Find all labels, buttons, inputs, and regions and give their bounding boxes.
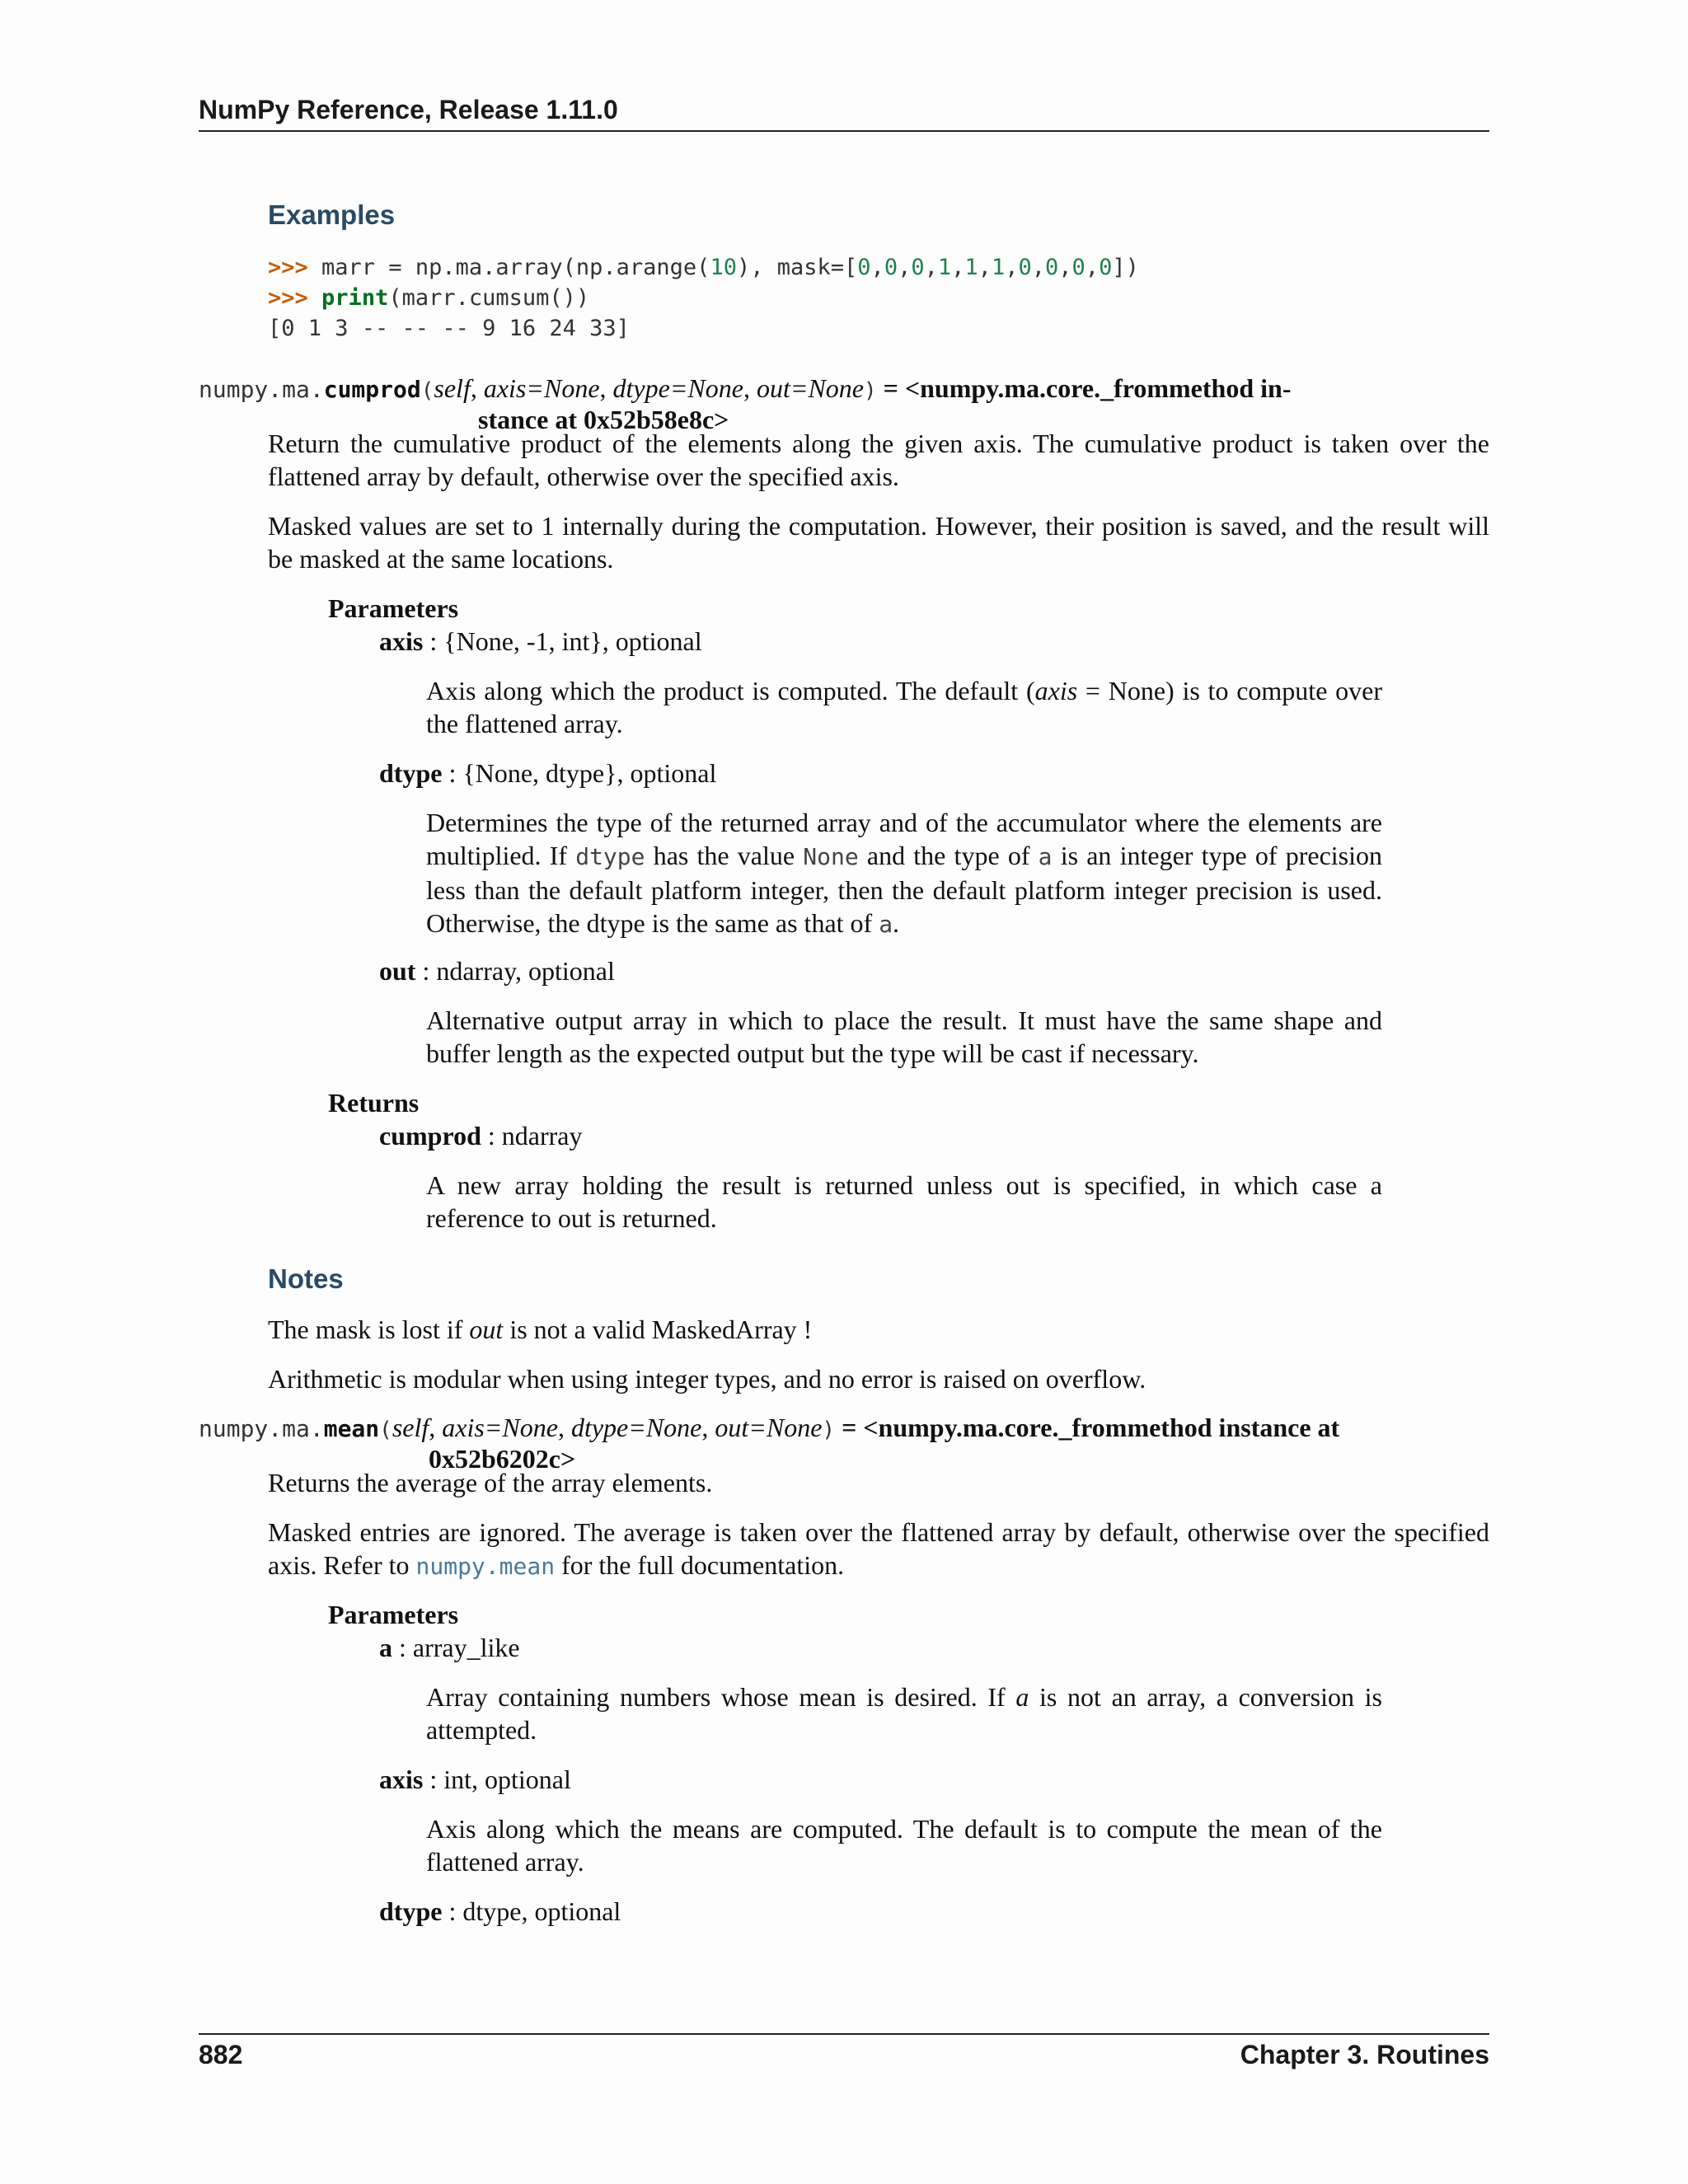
param-type: : int, optional — [423, 1765, 571, 1794]
sig-module: numpy.ma. — [199, 1415, 324, 1442]
mask-value: 0 — [911, 255, 925, 280]
return-cumprod — [379, 1119, 582, 1152]
sig-sep: , — [743, 373, 757, 403]
mean-parameters-label: Parameters — [328, 1600, 459, 1629]
sig-paren: ) — [822, 1418, 836, 1442]
desc-text: is not a valid MaskedArray ! — [503, 1315, 813, 1344]
code-text: marr = np.ma.array(np.arange( — [307, 255, 710, 280]
sig-arg: out=None — [756, 373, 864, 403]
example-code-block — [268, 252, 1139, 344]
note-arithmetic: Arithmetic is modular when using integer types, and no error is raised on overflow. — [268, 1364, 1146, 1394]
code-text: ), mask=[ — [736, 255, 858, 280]
return-type: : ndarray — [481, 1121, 583, 1151]
sig-arg: dtype=None — [570, 1413, 702, 1442]
sig-arg: axis=None — [483, 373, 600, 403]
sig-sep: , — [470, 373, 484, 403]
inline-code: a — [879, 911, 893, 938]
param-mean-axis — [379, 1763, 571, 1796]
mean-detail — [268, 1516, 1489, 1583]
notes-heading: Notes — [268, 1263, 344, 1294]
param-axis — [379, 625, 702, 658]
desc-text: . — [893, 908, 900, 938]
code-output: [0 1 3 -- -- -- 9 16 24 33] — [268, 316, 630, 341]
param-mean-axis-desc: Axis along which the means are computed. The default is to compute the mean of the flattened array. — [426, 1814, 1382, 1877]
mask-value: 0 — [1071, 255, 1085, 280]
chapter-title: Chapter 3. Routines — [1240, 2040, 1489, 2069]
param-a — [379, 1631, 520, 1664]
note-mask-lost — [268, 1313, 1489, 1346]
desc-text: Array containing numbers whose mean is desired. If — [426, 1682, 1016, 1712]
code-line-1: >>> marr = np.ma.array(np.arange(10), mask=[0,0,0,1,1,1,0,0,0,0]) — [268, 255, 1139, 280]
param-name: out — [379, 956, 416, 986]
cumprod-description: Return the cumulative product of the elements along the given axis. The cumulative product is taken over the flattened array by default, otherwise over the specified axis. — [268, 429, 1489, 491]
sig-function-name: mean — [323, 1415, 380, 1442]
inline-code: dtype — [575, 843, 645, 870]
sig-arg: axis=None — [442, 1413, 558, 1442]
sig-paren: ) — [863, 378, 877, 403]
inline-code: a — [1038, 843, 1053, 870]
mean-description: Returns the average of the array elements. — [268, 1468, 713, 1497]
mask-value: 1 — [937, 255, 952, 280]
mask-value: 0 — [1018, 255, 1032, 280]
code-line-2 — [268, 285, 589, 311]
cumprod-signature — [199, 373, 1291, 406]
param-mean-dtype — [379, 1895, 621, 1928]
mean-signature-cont: 0x52b6202c> — [429, 1444, 576, 1474]
cumprod-masked-note: Masked values are set to 1 internally during the computation. However, their position is saved, and the result will be masked at the same locations. — [268, 511, 1489, 574]
param-a-desc — [426, 1680, 1382, 1746]
desc-text: is not an array, a conversion is attempted. — [426, 1682, 1383, 1745]
desc-text: Masked entries are ignored. The average is taken over the flattened array by default, otherwise over the specified axis. Refer to — [268, 1517, 1489, 1580]
page-footer — [199, 2033, 1489, 2070]
sig-arg: dtype=None — [612, 373, 743, 403]
code-text: ]) — [1112, 255, 1139, 280]
code-keyword: print — [321, 285, 389, 311]
sig-sep: , — [429, 1413, 443, 1442]
desc-italic: a — [1015, 1682, 1029, 1712]
sig-paren: ( — [379, 1418, 392, 1442]
code-number: 10 — [710, 255, 737, 280]
param-out — [379, 954, 615, 987]
return-name: cumprod — [379, 1121, 481, 1151]
sig-sep: , — [557, 1413, 571, 1442]
sig-suffix: = <numpy.ma.core._frommethod instance at — [835, 1413, 1340, 1442]
sig-function-name: cumprod — [323, 376, 421, 403]
desc-text: has the value — [645, 841, 804, 870]
param-name: axis — [379, 626, 424, 656]
sig-sep: , — [599, 373, 613, 403]
desc-text: for the full documentation. — [555, 1550, 845, 1580]
sig-sep: , — [701, 1413, 715, 1442]
sig-arg: out=None — [715, 1413, 823, 1442]
sig-paren: ( — [420, 378, 434, 403]
desc-text: and the type of — [858, 841, 1039, 870]
parameters-label: Parameters — [328, 593, 459, 623]
cumprod-signature-cont: stance at 0x52b58e8c> — [478, 405, 729, 434]
code-prompt: >>> — [268, 255, 308, 280]
param-name: axis — [379, 1765, 424, 1794]
param-axis-desc — [426, 674, 1382, 740]
mask-value: 0 — [884, 255, 898, 280]
return-cumprod-desc: A new array holding the result is returned unless out is specified, in which case a reference to out is returned. — [426, 1170, 1382, 1233]
desc-italic: out — [469, 1315, 504, 1344]
param-dtype-desc — [426, 806, 1382, 941]
desc-italic: axis — [1034, 676, 1078, 705]
examples-heading: Examples — [268, 199, 396, 230]
param-type: : array_like — [392, 1633, 520, 1662]
numpy-mean-link[interactable]: numpy.mean — [415, 1553, 556, 1580]
desc-text: is an integer type of precision less than the default platform integer, then the default platform integer precision is used. Otherwise, the dtype is the same as that of — [426, 841, 1383, 938]
desc-text: The mask is lost if — [268, 1315, 470, 1344]
param-out-desc: Alternative output array in which to place the result. It must have the same shape and buffer length as the expected output but the type will be cast if necessary. — [426, 1005, 1382, 1068]
desc-text: = None) is to compute over the flattened array. — [426, 676, 1383, 738]
returns-label: Returns — [328, 1088, 420, 1118]
param-name: a — [379, 1633, 392, 1662]
param-dtype — [379, 757, 716, 790]
param-name: dtype — [379, 758, 443, 788]
desc-text: Determines the type of the returned array and of the accumulator where the elements are multiplied. If — [426, 808, 1382, 870]
page-header: NumPy Reference, Release 1.11.0 — [199, 89, 1489, 132]
param-type: : dtype, optional — [442, 1896, 621, 1926]
mask-value: 0 — [857, 255, 871, 280]
sig-module: numpy.ma. — [199, 376, 324, 403]
param-name: dtype — [379, 1896, 443, 1926]
inline-code: None — [803, 843, 859, 870]
param-type: : ndarray, optional — [415, 956, 615, 986]
param-type: : {None, dtype}, optional — [442, 758, 717, 788]
mask-value: 0 — [1045, 255, 1059, 280]
sig-suffix: = <numpy.ma.core._frommethod in- — [876, 373, 1292, 403]
mean-signature — [199, 1412, 1339, 1446]
sig-arg: self — [434, 373, 471, 403]
desc-text: Axis along which the product is computed. The default ( — [426, 676, 1035, 705]
sig-arg: self — [392, 1413, 429, 1442]
mask-value: 1 — [991, 255, 1006, 280]
mask-value: 1 — [964, 255, 978, 280]
code-prompt: >>> — [268, 285, 308, 311]
code-text: (marr.cumsum()) — [388, 285, 590, 311]
page-number: 882 — [199, 2040, 243, 2069]
param-type: : {None, -1, int}, optional — [423, 626, 702, 656]
mask-value: 0 — [1099, 255, 1113, 280]
